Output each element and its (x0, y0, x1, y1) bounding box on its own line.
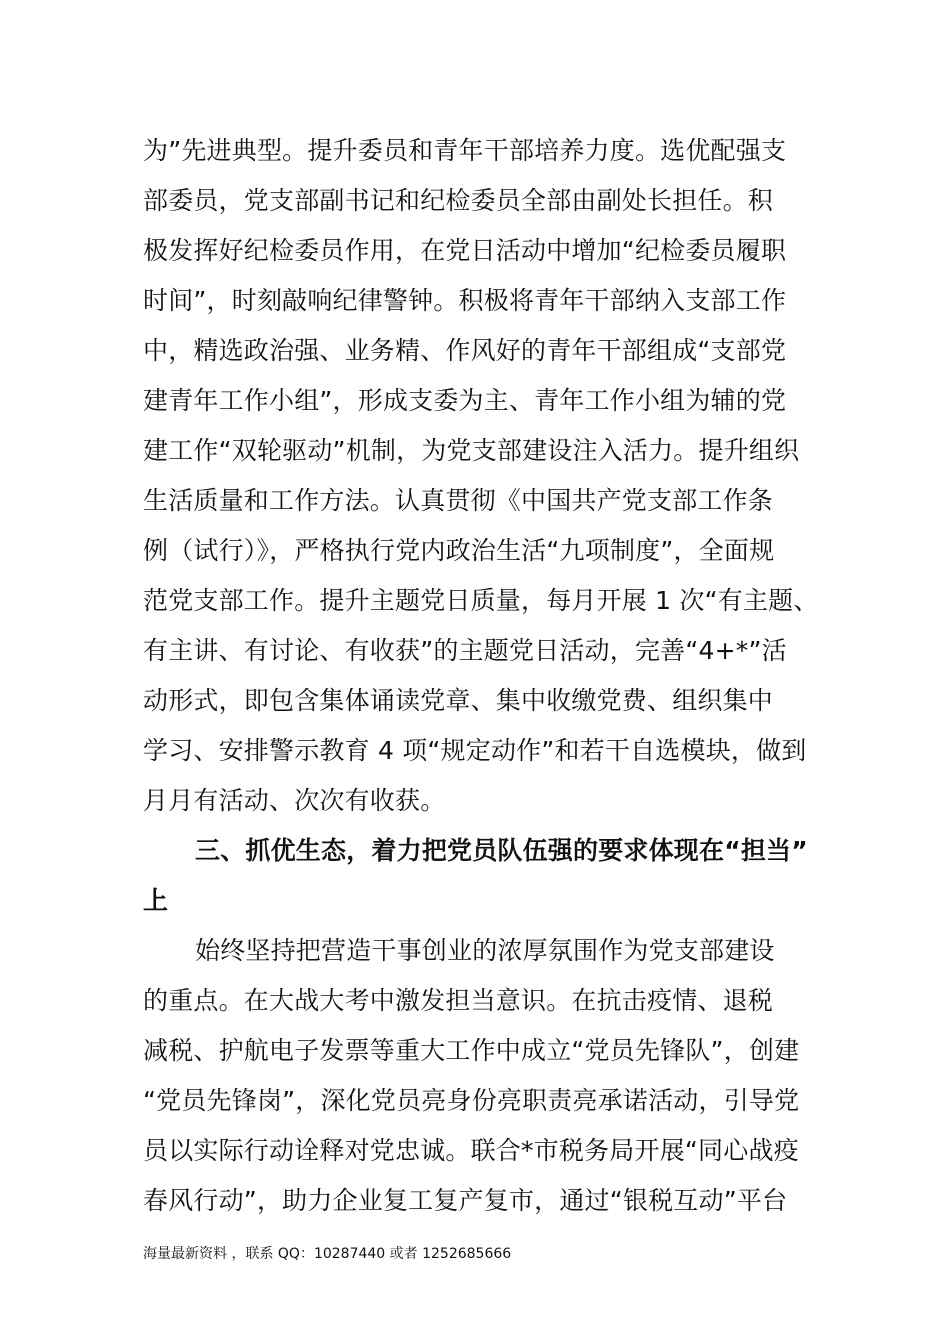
section-heading-line: 上 (143, 886, 169, 915)
paragraph-2-line: 春风行动”，助力企业复工复产复市，通过“银税互动”平台 (143, 1186, 788, 1215)
paragraph-2-line: 减税、护航电子发票等重大工作中成立“党员先锋队”，创建 (143, 1036, 800, 1065)
paragraph-2-line: 始终坚持把营造干事创业的浓厚氛围作为党支部建设 (195, 936, 775, 965)
body-text (143, 126, 819, 1226)
paragraph-1-line: 月月有活动、次次有收获。 (143, 786, 446, 815)
page-footer: 海量最新资料 ，联系 QQ：10287440 或者 1252685666 (143, 1246, 512, 1262)
paragraph-1-line: 范党支部工作。提升主题党日质量，每月开展 1 次“有主题、 (143, 586, 819, 615)
paragraph-1-line: 学习、安排警示教育 4 项“规定动作”和若干自选模块，做到 (143, 736, 807, 765)
paragraph-1-line: 例（试行）》，严格执行党内政治生活“九项制度”，全面规 (143, 536, 775, 565)
paragraph-1-line: 部委员，党支部副书记和纪检委员全部由副处长担任。积 (143, 186, 774, 215)
paragraph-1-line: 极发挥好纪检委员作用，在党日活动中增加“纪检委员履职 (143, 236, 787, 265)
paragraph-2-line: “党员先锋岗”，深化党员亮身份亮职责亮承诺活动，引导党 (143, 1086, 800, 1115)
paragraph-2-line: 的重点。在大战大考中激发担当意识。在抗击疫情、退税 (143, 986, 774, 1015)
paragraph-1-line: 有主讲、有讨论、有收获”的主题党日活动，完善“4+*”活 (143, 636, 787, 665)
paragraph-1-line: 中，精选政治强、业务精、作风好的青年干部组成“支部党 (143, 336, 787, 365)
paragraph-1-line: 建青年工作小组”，形成支委为主、青年工作小组为辅的党 (143, 386, 787, 415)
paragraph-1-line: 为”先进典型。提升委员和青年干部培养力度。选优配强支 (143, 136, 787, 165)
paragraph-1-line: 时间”，时刻敲响纪律警钟。积极将青年干部纳入支部工作 (143, 286, 787, 315)
paragraph-1-line: 生活质量和工作方法。认真贯彻《中国共产党支部工作条 (143, 486, 774, 515)
paragraph-1-line: 动形式，即包含集体诵读党章、集中收缴党费、组织集中 (143, 686, 774, 715)
section-heading-line: 三、抓优生态，着力把党员队伍强的要求体现在“担当” (195, 836, 808, 865)
paragraph-2-line: 员以实际行动诠释对党忠诚。联合*市税务局开展“同心战疫 (143, 1136, 799, 1165)
paragraph-1-line: 建工作“双轮驱动”机制，为党支部建设注入活力。提升组织 (143, 436, 800, 465)
